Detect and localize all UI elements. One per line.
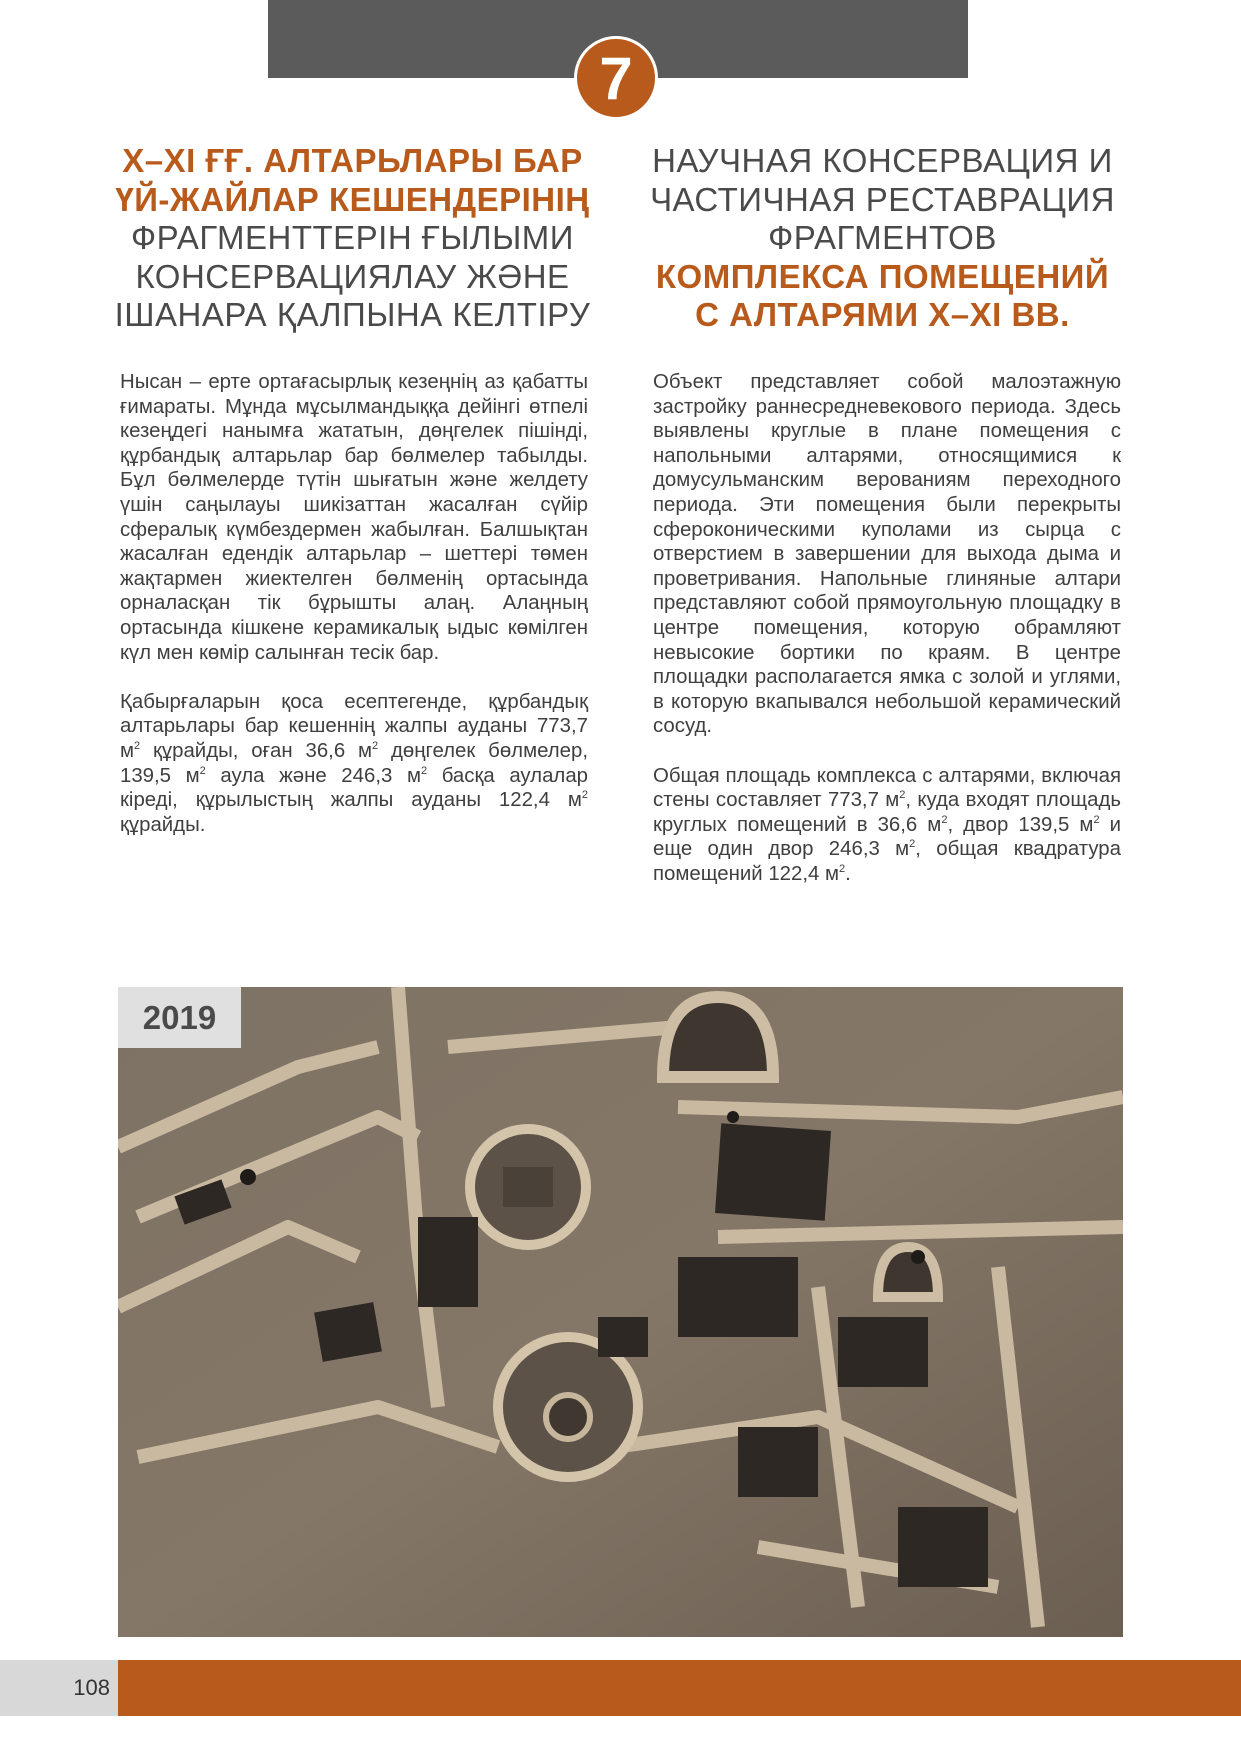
title-kz-line-4: КОНСЕРВАЦИЯЛАУ ЖӘНЕ [135,257,570,295]
page-number: 108 [73,1675,110,1700]
kz-paragraph-1: Нысан – ерте ортағасырлық кезеңнің аз қабатты ғимараты. Мұнда мұсылмандыққа дейінгі өтпелі кезеңдегі нанымға жататын, дөңгелек пішінді, құрбандық алтарьлар бар бөлмелер табылды. Бұл бөлмелерде түтін шығатын және желдету үшін саңылауы шикізаттан жасалған сүйір сфералық күмбездермен жабылған. Балшықтан жасалған едендік алтарьлар – шеттері төмен жақтармен жиектелген бөлменің ортасында орналасқан тік бұрышты алаң. Алаңның ортасында кішкене керамикалық ыдыс көмілген күл мен көмір салынған тесік бар. [120,371,588,664]
photo-year-label: 2019 [118,987,241,1048]
body-kazakh [120,370,588,862]
title-kazakh [110,142,595,335]
ru-paragraph-2: Общая площадь комплекса с алтарями, включая стены составляет 773,7 $м^2$, куда входят площадь круглых помещений в 36,6 $м^2$, двор 139,5 $м^2$ и еще один двор 246,3 $м^2$, общая квадратура помещений 122,4 $м^2$. [653,764,1121,885]
title-ru-line-4: КОМПЛЕКСА ПОМЕЩЕНИЙ [655,257,1110,295]
title-russian [640,142,1125,335]
kz-paragraph-2: Қабырғаларын қоса есептегенде, құрбандық алтарьлары бар кешеннің жалпы ауданы 773,7 $м^2$ құрайды, оған 36,6 $м^2$ дөңгелек бөлмелер, 139,5 $м^2$ аула және 246,3 $м^2$ басқа аулалар кіреді, құрылыстың жалпы ауданы 122,4 $м^2$ құрайды. [120,690,588,836]
title-ru-line-2: ЧАСТИЧНАЯ РЕСТАВРАЦИЯ [650,180,1115,218]
title-ru-line-5: С АЛТАРЯМИ X–XI ВВ. [695,296,1070,333]
title-ru-line-3: ФРАГМЕНТОВ [768,219,997,256]
title-kz-line-2: ҮЙ-ЖАЙЛАР КЕШЕНДЕРІНІҢ [115,180,590,218]
ru-paragraph-1: Объект представляет собой малоэтажную застройку раннесредневекового периода. Здесь выявлены круглые в плане помещения с напольными алтарями, относящимися к домусульманским верованиям переходного периода. Эти помещения были перекрыты сфероконическими куполами из сырца с отверстием в завершении для выхода дыма и проветривания. Напольные глиняные алтари представляют собой прямоугольную площадку в центре помещения, которую обрамляют невысокие бортики по краям. В центре площадки располагается ямка с золой и углями, в которую вкапывался небольшой керамический сосуд. [653,371,1121,738]
excavation-aerial-photo [118,987,1123,1637]
title-kz-line-1: X–XI ҒҒ. АЛТАРЬЛАРЫ БАР [122,142,583,179]
title-kz-line-3: ФРАГМЕНТТЕРІН ҒЫЛЫМИ [130,219,574,256]
title-kz-line-5: ІШАНАРА ҚАЛПЫНА КЕЛТІРУ [114,296,591,333]
section-number-badge: 7 [574,36,658,120]
body-russian [653,370,1121,911]
footer-bar [118,1660,1241,1716]
title-ru-line-1: НАУЧНАЯ КОНСЕРВАЦИЯ И [652,142,1113,179]
